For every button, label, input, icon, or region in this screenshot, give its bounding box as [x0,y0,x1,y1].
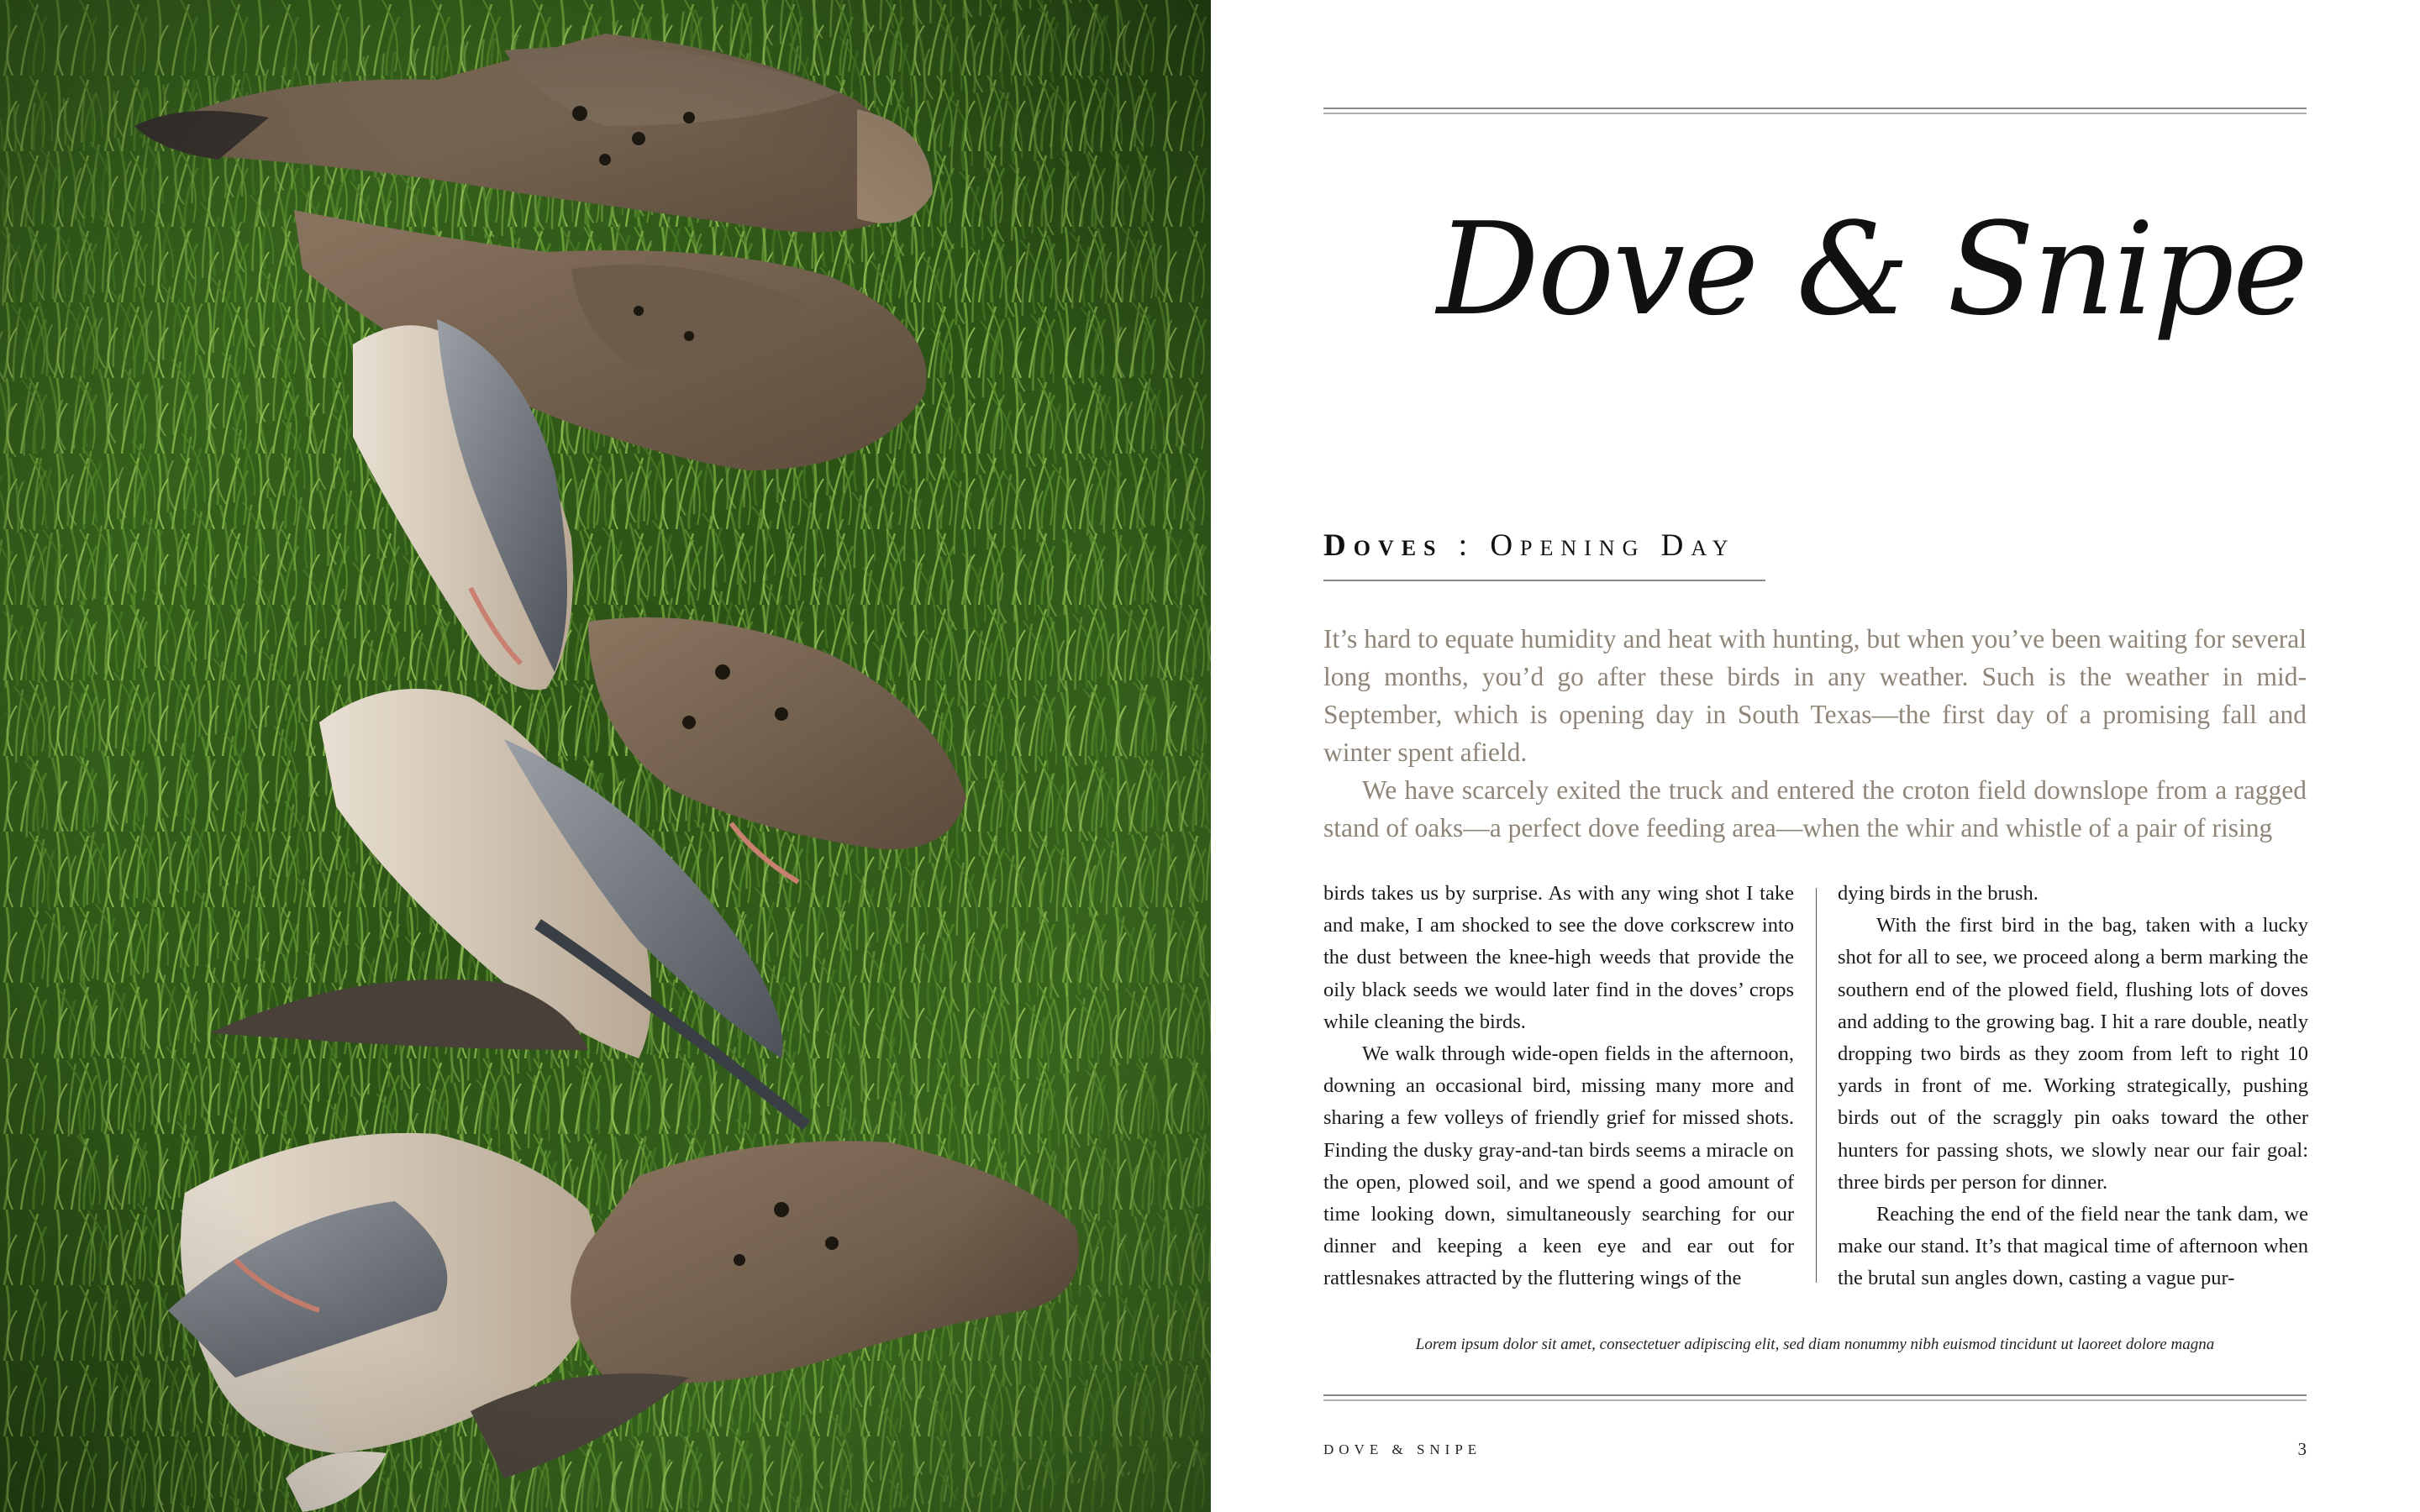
body-paragraph: birds takes us by surprise. As with any wing shot I take and make, I am shocked to see the dove corkscrew into the dust between the knee-high weeds that provide the oily black seeds we would later find in the doves’ crops while cleaning the birds. [1323,882,1794,1033]
body-column-right [1838,878,2308,1295]
section-underline [1323,580,1765,581]
chapter-title: Dove & Snipe [1436,195,2307,344]
section-heading-strong: Doves [1323,528,1444,563]
bottom-double-rule [1323,1394,2307,1401]
body-paragraph: dying birds in the brush. [1838,882,2039,905]
section-heading [1323,528,1736,564]
article-page [1211,0,2420,1512]
body-paragraph: Reaching the end of the field near the tank dam, we make our stand. It’s that magical time of afternoon when the brutal sun angles down, casting a vague pur- [1838,1203,2308,1290]
body-paragraph: We walk through wide-open fields in the afternoon, downing an occasional bird, missing many more and sharing a few volleys of friendly grief for missed shots. Finding the dusky gray-and-tan birds seems a miracle on the open, plowed soil, and we spend a good amount of time looking down, simultaneously searching for our dinner and keeping a keen eye and ear out for rattlesnakes attracted by the fluttering wings of the [1323,1042,1794,1290]
section-heading-separator: : [1443,528,1491,563]
lead-paragraph: We have scarcely exited the truck and entered the croton field downslope from a ragged stand of oaks—a perfect dove feeding area—when the whir and whistle of a pair of rising [1323,775,2307,843]
lead-paragraphs [1323,620,2307,847]
body-columns [1323,878,2307,1298]
body-paragraph: With the first bird in the bag, taken with a lucky shot for all to see, we proceed along a berm marking the southern end of the plowed field, flushing lots of doves and adding to the growing bag. I hit a rare double, neatly dropping two birds as they zoom from left to right 10 yards in front of me. Working strategically, pushing birds out of the scraggly pin oaks toward the other hunters for passing shots, we slowly near our fair goal: three birds per person for dinner. [1838,914,2308,1194]
body-column-left [1323,878,1794,1295]
photo-caption: Lorem ipsum dolor sit amet, consectetuer adipiscing elit, sed diam nonummy nibh euismod tincidunt ut laoreet dolore magna [1415,1336,2215,1353]
lead-paragraph: It’s hard to equate humidity and heat with hunting, but when you’ve been waiting for several long months, you’d go after these birds in any weather. Such is the weather in mid-September, which is opening day in South Texas—the first day of a promising fall and winter spent afield. [1323,624,2307,767]
page-number: 3 [2297,1439,2307,1459]
top-double-rule [1323,108,2307,114]
running-head: DOVE & SNIPE [1323,1441,1482,1457]
column-divider [1816,888,1817,1283]
section-heading-rest: Opening Day [1490,528,1736,563]
